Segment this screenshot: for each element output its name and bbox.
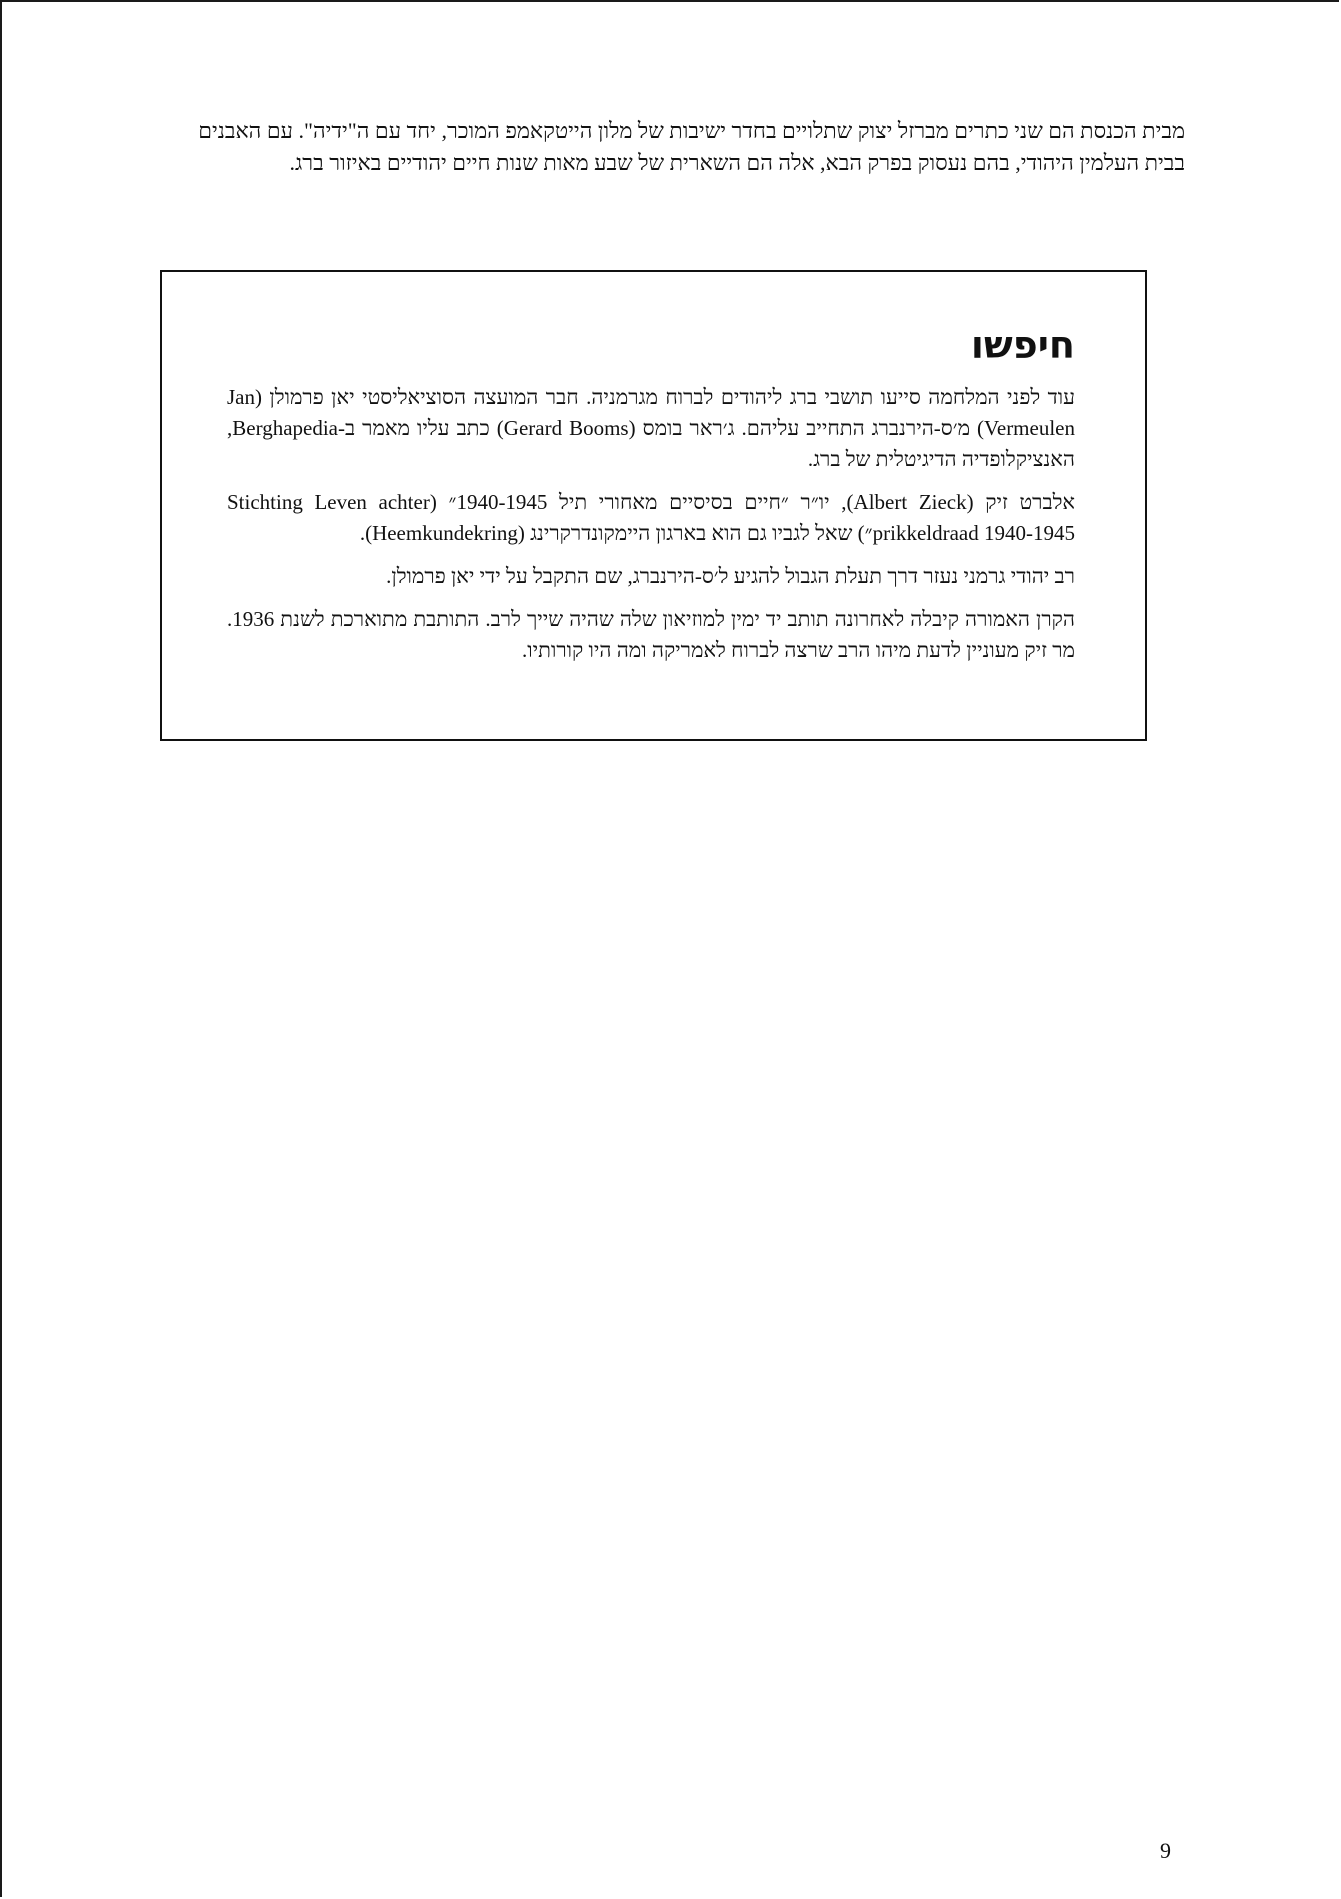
- intro-paragraph: מבית הכנסת הם שני כתרים מברזל יצוק שתלויים בחדר ישיבות של מלון הייטקאמפ המוכר, יחד עם ה"ידיה". עם האבנים בבית העלמין היהודי, בהם נעסוק בפרק הבא, אלה הם השארית של שבע מאות שנות חיים יהודיים באיזור ברג.: [198, 118, 1185, 175]
- page-number: 9: [1160, 1838, 1171, 1863]
- search-notice-paragraph-1: עוד לפני המלחמה סייעו תושבי ברג ליהודים לברוח מגרמניה. חבר המועצה הסוציאליסטי יאן פרמולן (Jan Vermeulen) מ׳ס-הירנברג התחייב עליהם. ג׳ראר בומס (Gerard Booms) כתב עליו מאמר ב-Berghapedia, האנציקלופדיה הדיגיטלית של ברג.: [227, 385, 1075, 471]
- search-notice-title: חיפשו: [970, 323, 1075, 367]
- search-notice-paragraph-3: רב יהודי גרמני נעזר דרך תעלת הגבול להגיע ל׳ס-הירנברג, שם התקבל על ידי יאן פרמולן.: [386, 564, 1075, 588]
- search-notice-content: [227, 322, 1075, 678]
- search-notice-box: [160, 270, 1147, 741]
- search-notice-paragraph-4: הקרן האמורה קיבלה לאחרונה תותב יד ימין למוזיאון שלה שהיה שייך לרב. התותבת מתוארכת לשנת 1936. מר זיק מעוניין לדעת מיהו הרב שרצה לברוח לאמריקה ומה היו קורותיו.: [227, 607, 1075, 662]
- search-notice-paragraph-2: אלברט זיק (Albert Zieck), יו״ר ״חיים בסיסיים מאחורי תיל 1940-1945״ (Stichting Leven achter prikkeldraad 1940-1945״) שאל לגביו גם הוא בארגון היימקונדרקרינג (Heemkundekring).: [227, 490, 1076, 545]
